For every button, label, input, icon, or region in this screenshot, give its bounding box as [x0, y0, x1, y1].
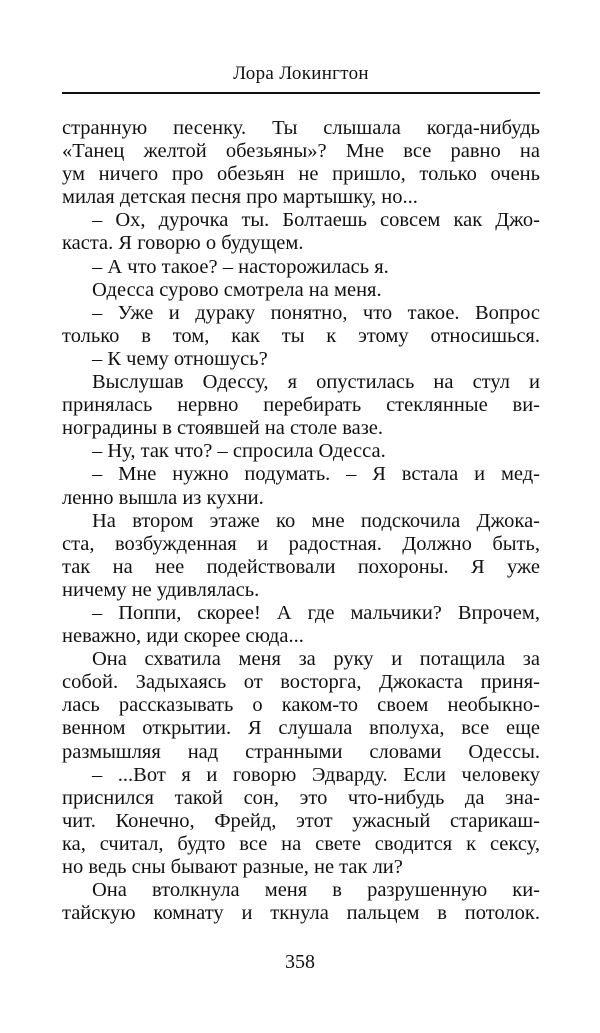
text-line: ум ничего про обезьян не пришло, только очень	[62, 163, 540, 186]
text-line: приснился такой сон, это что-нибудь да зна-	[62, 786, 540, 809]
text-line: На втором этаже ко мне подскочила Джока-	[92, 509, 540, 532]
text-line: каста. Я говорю о будущем.	[62, 232, 304, 255]
text-line: тайскую комнату и ткнула пальцем в потолок.	[62, 902, 540, 925]
text-line: так на нее подействовали похороны. Я уже	[62, 555, 540, 578]
text-line: – Мне нужно подумать. – Я встала и мед-	[92, 463, 540, 486]
text-line: Она схватила меня за руку и потащила за	[92, 648, 540, 671]
running-head: Лора Локингтон	[233, 63, 369, 84]
text-line: собой. Задыхаясь от восторга, Джокаста приня-	[62, 671, 540, 694]
body-text	[62, 117, 540, 925]
text-line: ничему не удивлялась.	[62, 578, 260, 601]
text-line: – Ну, так что? – спросила Одесса.	[92, 440, 386, 463]
text-line: неважно, иди скорее сюда...	[62, 625, 304, 648]
text-line: странную песенку. Ты слышала когда-нибудь	[62, 117, 540, 139]
text-line: принялась нервно перебирать стеклянные ви-	[62, 394, 540, 417]
page-number: 358	[285, 951, 315, 973]
header-rule	[62, 92, 540, 94]
text-line: ленно вышла из кухни.	[62, 486, 264, 509]
text-line: ноградины в стоявшей на столе вазе.	[62, 417, 384, 440]
text-line: только в том, как ты к этому относишься.	[62, 324, 540, 347]
text-line: – Поппи, скорее! А где мальчики? Впрочем,	[92, 601, 540, 624]
text-line: «Танец желтой обезьяны»? Мне все равно на	[62, 140, 540, 163]
text-line: Выслушав Одессу, я опустилась на стул и	[92, 371, 540, 394]
text-line: – К чему отношусь?	[92, 347, 268, 370]
text-line: лась рассказывать о каком-то своем необыкно-	[62, 694, 540, 717]
text-line: ка, считал, будто все на свете сводится к сексу,	[62, 832, 540, 855]
text-line: размышляя над странными словами Одессы.	[62, 740, 540, 763]
text-line: – Ох, дурочка ты. Болтаешь совсем как Джо-	[92, 209, 540, 232]
text-line: – А что такое? – насторожилась я.	[92, 255, 389, 278]
text-line: венном открытии. Я слушала вполуха, все еще	[62, 717, 540, 740]
text-line: чит. Конечно, Фрейд, этот ужасный старикаш-	[62, 809, 540, 832]
text-line: ста, возбужденная и радостная. Должно быть,	[62, 532, 540, 555]
text-line: Одесса сурово смотрела на меня.	[92, 278, 382, 301]
text-line: милая детская песня про мартышку, но...	[62, 186, 418, 209]
text-line: но ведь сны бывают разные, не так ли?	[62, 856, 403, 878]
text-line: – Уже и дураку понятно, что такое. Вопрос	[92, 301, 540, 324]
text-line: – ...Вот я и говорю Эдварду. Если человеку	[92, 763, 540, 786]
text-line: Она втолкнула меня в разрушенную ки-	[92, 879, 540, 902]
